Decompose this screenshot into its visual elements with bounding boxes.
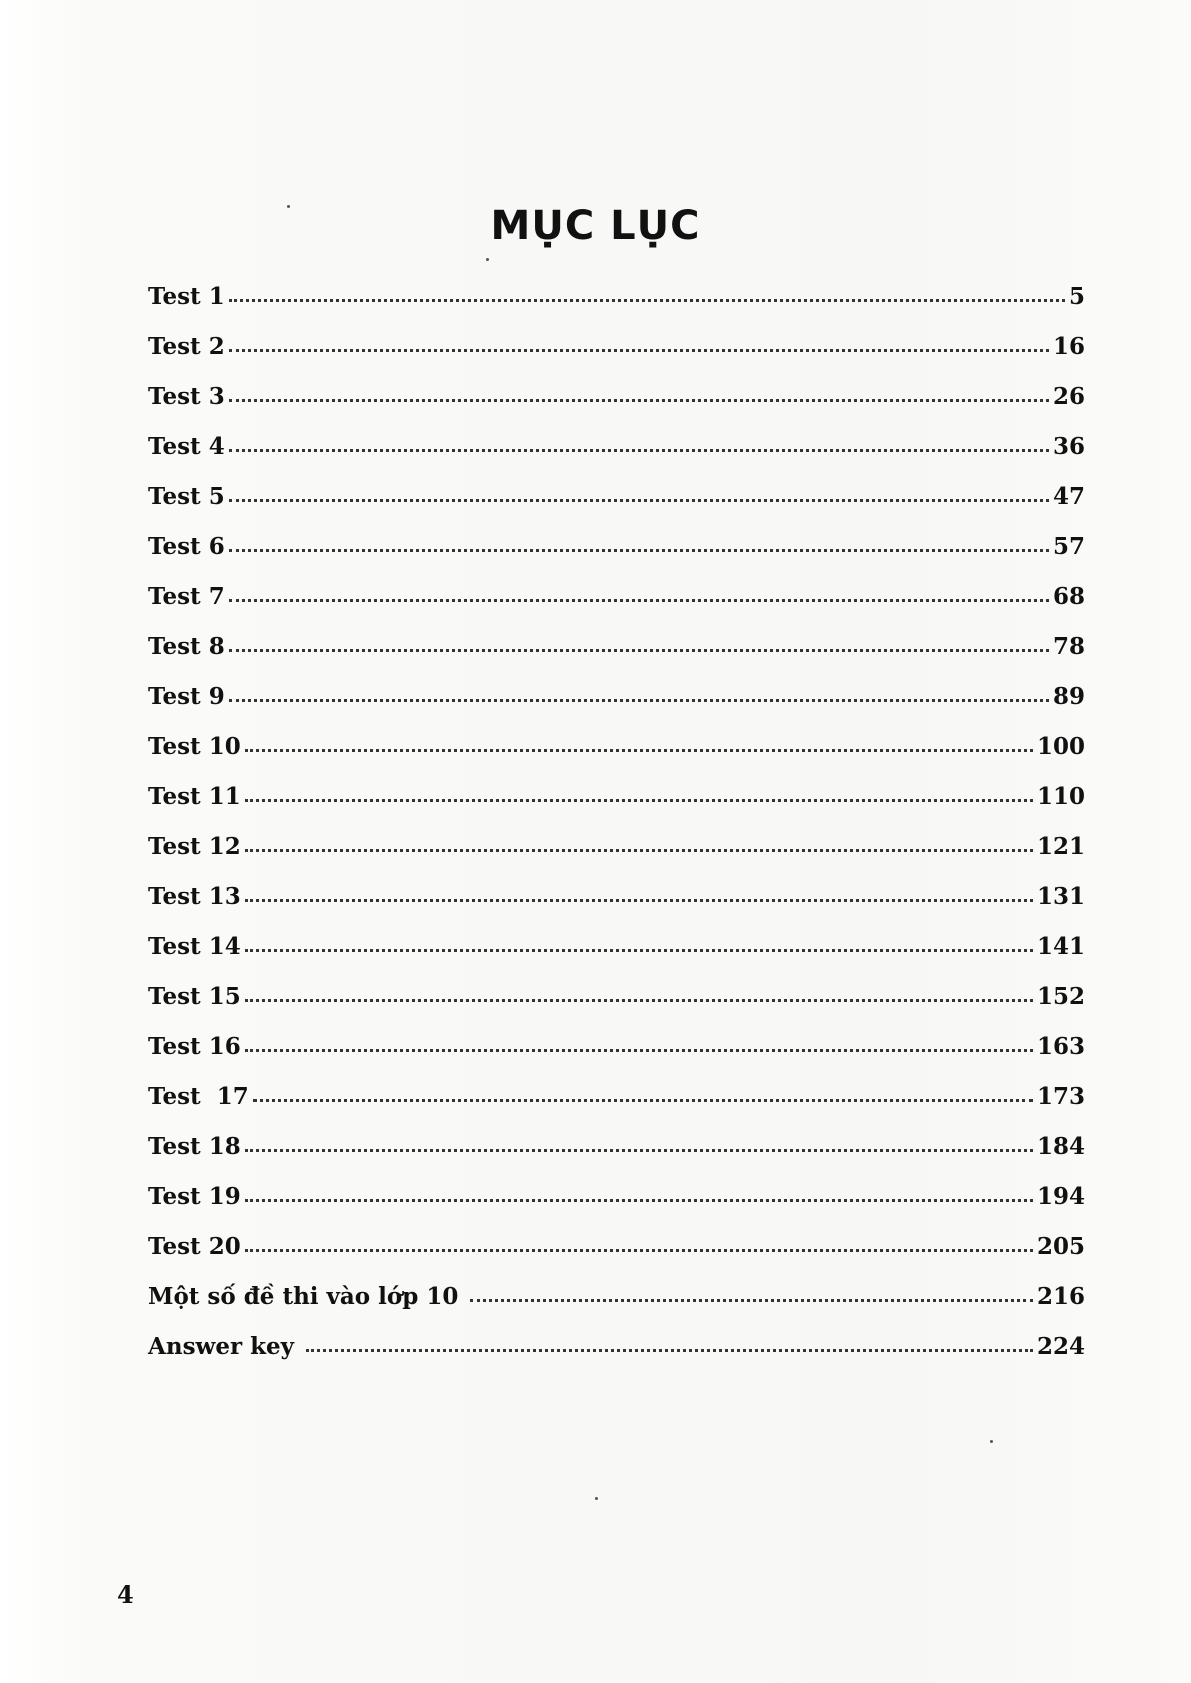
toc-entry <box>148 833 1085 883</box>
toc-entry <box>148 383 1085 433</box>
toc-entry-page: 5 <box>1068 283 1085 310</box>
toc-entry <box>148 683 1085 733</box>
dot-leader <box>229 647 1049 652</box>
toc-entry-label: Test 3 <box>148 383 225 410</box>
dot-leader <box>245 797 1033 802</box>
toc-entry-label: Test 5 <box>148 483 225 510</box>
toc-entry <box>148 1333 1085 1383</box>
toc-entry-page: 141 <box>1036 933 1085 960</box>
dot-leader <box>229 697 1049 702</box>
toc-entry-page: 16 <box>1052 333 1085 360</box>
table-of-contents <box>148 283 1085 1383</box>
toc-entry <box>148 1183 1085 1233</box>
toc-entry-page: 78 <box>1052 633 1085 660</box>
toc-entry-label: Test 9 <box>148 683 225 710</box>
toc-entry-label: Test 6 <box>148 533 225 560</box>
toc-entry-page: 57 <box>1052 533 1085 560</box>
toc-entry-label: Một số đề thi vào lớp 10 <box>148 1283 467 1310</box>
dot-leader <box>229 347 1049 352</box>
toc-entry-page: 68 <box>1052 583 1085 610</box>
toc-entry-page: 184 <box>1036 1133 1085 1160</box>
toc-entry <box>148 933 1085 983</box>
toc-entry-page: 47 <box>1052 483 1085 510</box>
toc-entry-label: Test 1 <box>148 283 225 310</box>
toc-entry <box>148 1033 1085 1083</box>
toc-entry <box>148 733 1085 783</box>
scan-speck <box>486 258 489 261</box>
dot-leader <box>229 597 1049 602</box>
toc-entry-label: Test 20 <box>148 1233 241 1260</box>
toc-entry <box>148 883 1085 933</box>
toc-entry <box>148 433 1085 483</box>
dot-leader <box>245 1247 1033 1252</box>
scan-speck <box>990 1440 993 1443</box>
toc-entry-label: Test 8 <box>148 633 225 660</box>
toc-entry-label: Test 13 <box>148 883 241 910</box>
toc-entry-page: 173 <box>1036 1083 1085 1110</box>
dot-leader <box>253 1097 1033 1102</box>
page-title: MỤC LỤC <box>490 202 701 249</box>
toc-entry <box>148 1133 1085 1183</box>
dot-leader <box>245 747 1033 752</box>
dot-leader <box>229 397 1049 402</box>
toc-entry-label: Test 15 <box>148 983 241 1010</box>
toc-entry-page: 152 <box>1036 983 1085 1010</box>
toc-entry-label: Test 14 <box>148 933 241 960</box>
toc-entry-label: Test 17 <box>148 1083 249 1110</box>
toc-entry-label: Test 10 <box>148 733 241 760</box>
toc-entry-label: Answer key <box>148 1333 303 1360</box>
toc-entry-label: Test 12 <box>148 833 241 860</box>
dot-leader <box>245 897 1033 902</box>
toc-entry <box>148 633 1085 683</box>
toc-entry-page: 36 <box>1052 433 1085 460</box>
dot-leader <box>245 947 1033 952</box>
toc-entry-label: Test 16 <box>148 1033 241 1060</box>
toc-entry-page: 224 <box>1036 1333 1085 1360</box>
toc-entry <box>148 283 1085 333</box>
dot-leader <box>245 997 1033 1002</box>
toc-entry-page: 110 <box>1036 783 1085 810</box>
toc-entry <box>148 533 1085 583</box>
toc-entry <box>148 583 1085 633</box>
scan-speck <box>287 205 290 208</box>
dot-leader <box>245 1047 1033 1052</box>
toc-entry-page: 26 <box>1052 383 1085 410</box>
toc-entry-label: Test 7 <box>148 583 225 610</box>
toc-entry-page: 163 <box>1036 1033 1085 1060</box>
toc-entry-page: 194 <box>1036 1183 1085 1210</box>
toc-entry-label: Test 19 <box>148 1183 241 1210</box>
toc-entry <box>148 983 1085 1033</box>
toc-entry-page: 205 <box>1036 1233 1085 1260</box>
toc-entry <box>148 1083 1085 1133</box>
dot-leader <box>229 447 1049 452</box>
scan-speck <box>595 1497 598 1500</box>
toc-entry-page: 131 <box>1036 883 1085 910</box>
dot-leader <box>470 1297 1033 1302</box>
toc-entry-page: 100 <box>1036 733 1085 760</box>
dot-leader <box>245 847 1033 852</box>
toc-entry-label: Test 18 <box>148 1133 241 1160</box>
toc-entry <box>148 1233 1085 1283</box>
dot-leader <box>229 497 1049 502</box>
toc-entry <box>148 1283 1085 1333</box>
toc-entry-page: 89 <box>1052 683 1085 710</box>
page-number: 4 <box>117 1580 134 1609</box>
toc-entry-page: 216 <box>1036 1283 1085 1310</box>
toc-entry <box>148 483 1085 533</box>
toc-entry-label: Test 4 <box>148 433 225 460</box>
dot-leader <box>306 1347 1033 1352</box>
toc-entry <box>148 333 1085 383</box>
toc-entry-label: Test 11 <box>148 783 241 810</box>
dot-leader <box>245 1147 1033 1152</box>
dot-leader <box>245 1197 1033 1202</box>
toc-entry-label: Test 2 <box>148 333 225 360</box>
dot-leader <box>229 297 1065 302</box>
toc-entry <box>148 783 1085 833</box>
toc-entry-page: 121 <box>1036 833 1085 860</box>
dot-leader <box>229 547 1049 552</box>
